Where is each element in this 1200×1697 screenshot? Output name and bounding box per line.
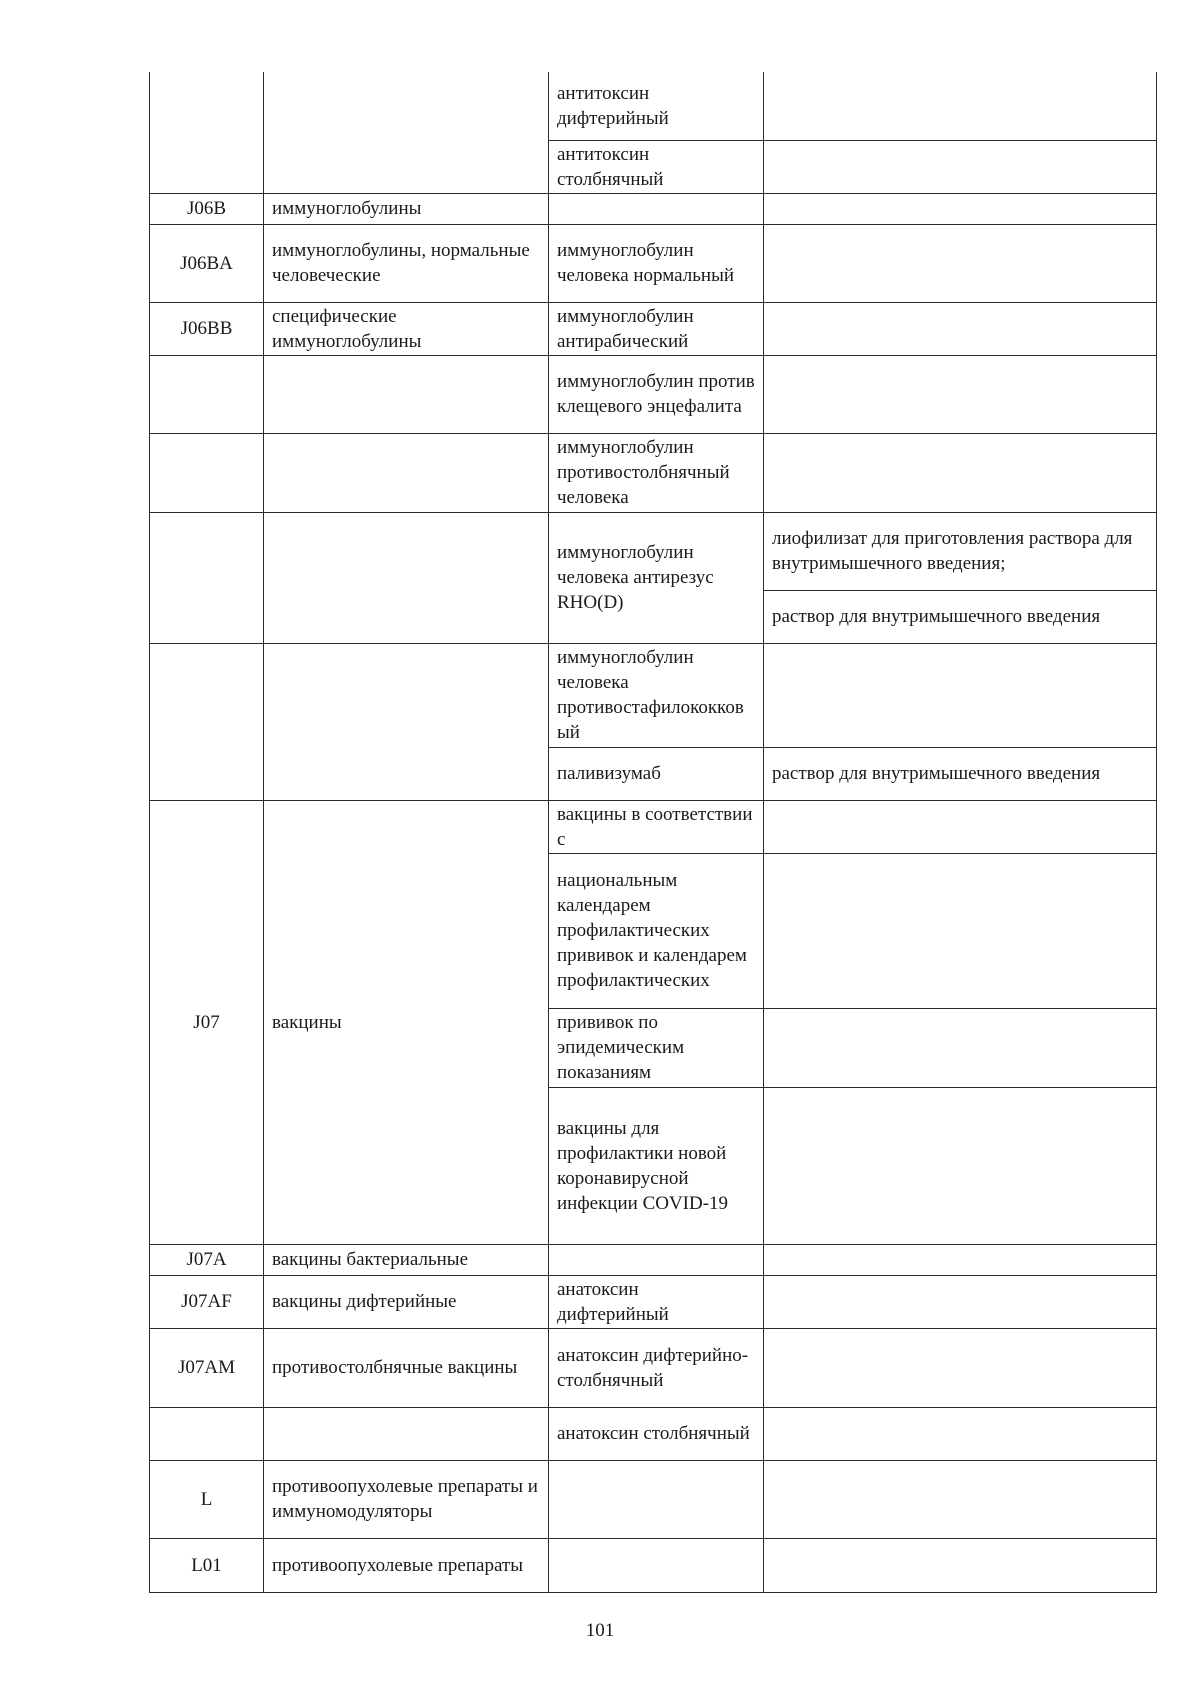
drug-name-cell: иммуноглобулин антирабический bbox=[549, 302, 764, 355]
drug-name-cell: антитоксин столбнячный bbox=[549, 140, 764, 193]
drug-name-cell: прививок по эпидемическим показаниям bbox=[549, 1008, 764, 1087]
dosage-form-cell bbox=[764, 1407, 1157, 1460]
dosage-form-cell bbox=[764, 1008, 1157, 1087]
table-row bbox=[150, 193, 1157, 224]
group-name-cell: вакцины бактериальные bbox=[264, 1244, 549, 1275]
atc-code-cell: J07AF bbox=[150, 1275, 264, 1328]
group-name-cell: вакцины дифтерийные bbox=[264, 1275, 549, 1328]
drug-name-cell: иммуноглобулин противостолбнячный человека bbox=[549, 433, 764, 512]
table-row bbox=[150, 800, 1157, 853]
dosage-form-cell bbox=[764, 1538, 1157, 1592]
dosage-form-cell: лиофилизат для приготовления раствора для внутримышечного введения; bbox=[764, 512, 1157, 590]
drug-name-cell: иммуноглобулин человека противостафилококковый bbox=[549, 643, 764, 747]
table-row bbox=[150, 224, 1157, 302]
drug-name-cell: антитоксин дифтерийный bbox=[549, 72, 764, 140]
group-name-cell bbox=[264, 355, 549, 433]
group-name-cell bbox=[264, 512, 549, 643]
drug-name-cell bbox=[549, 1244, 764, 1275]
dosage-form-cell bbox=[764, 193, 1157, 224]
dosage-form-cell bbox=[764, 302, 1157, 355]
dosage-form-cell bbox=[764, 433, 1157, 512]
table-row bbox=[150, 72, 1157, 140]
group-name-cell: иммуноглобулины, нормальные человеческие bbox=[264, 224, 549, 302]
dosage-form-cell bbox=[764, 800, 1157, 853]
table-row bbox=[150, 1244, 1157, 1275]
dosage-form-cell bbox=[764, 140, 1157, 193]
drug-name-cell: вакцины в соответствии с bbox=[549, 800, 764, 853]
atc-code-cell: J06B bbox=[150, 193, 264, 224]
atc-code-cell: J06BA bbox=[150, 224, 264, 302]
drug-name-cell: иммуноглобулин человека нормальный bbox=[549, 224, 764, 302]
atc-code-cell bbox=[150, 1407, 264, 1460]
table-row bbox=[150, 1460, 1157, 1538]
group-name-cell bbox=[264, 433, 549, 512]
group-name-cell: вакцины bbox=[264, 800, 549, 1244]
atc-code-cell: J07 bbox=[150, 800, 264, 1244]
atc-code-cell bbox=[150, 512, 264, 643]
atc-code-cell bbox=[150, 643, 264, 800]
atc-code-cell: J07AM bbox=[150, 1328, 264, 1407]
group-name-cell: противоопухолевые препараты и иммуномодуляторы bbox=[264, 1460, 549, 1538]
table-row bbox=[150, 643, 1157, 747]
dosage-form-cell bbox=[764, 1087, 1157, 1244]
drug-name-cell: анатоксин дифтерийный bbox=[549, 1275, 764, 1328]
atc-code-cell: J06BB bbox=[150, 302, 264, 355]
atc-code-cell bbox=[150, 72, 264, 193]
table-row bbox=[150, 355, 1157, 433]
dosage-form-cell bbox=[764, 1275, 1157, 1328]
table-row bbox=[150, 433, 1157, 512]
drug-name-cell: вакцины для профилактики новой коронавирусной инфекции COVID-19 bbox=[549, 1087, 764, 1244]
drug-name-cell: анатоксин дифтерийно-столбнячный bbox=[549, 1328, 764, 1407]
group-name-cell bbox=[264, 643, 549, 800]
drug-name-cell: иммуноглобулин против клещевого энцефалита bbox=[549, 355, 764, 433]
atc-code-cell bbox=[150, 433, 264, 512]
group-name-cell bbox=[264, 72, 549, 193]
dosage-form-cell bbox=[764, 355, 1157, 433]
drug-name-cell bbox=[549, 1538, 764, 1592]
drug-name-cell: национальным календарем профилактических прививок и календарем профилактических bbox=[549, 853, 764, 1008]
dosage-form-cell bbox=[764, 72, 1157, 140]
table-row bbox=[150, 1407, 1157, 1460]
group-name-cell: противостолбнячные вакцины bbox=[264, 1328, 549, 1407]
dosage-form-cell: раствор для внутримышечного введения bbox=[764, 747, 1157, 800]
atc-code-cell: J07A bbox=[150, 1244, 264, 1275]
dosage-form-cell bbox=[764, 1244, 1157, 1275]
dosage-form-cell bbox=[764, 1460, 1157, 1538]
drug-name-cell: паливизумаб bbox=[549, 747, 764, 800]
dosage-form-cell bbox=[764, 224, 1157, 302]
drug-name-cell bbox=[549, 1460, 764, 1538]
drug-table bbox=[149, 72, 1157, 1593]
atc-code-cell: L bbox=[150, 1460, 264, 1538]
group-name-cell: специфические иммуноглобулины bbox=[264, 302, 549, 355]
drug-name-cell: анатоксин столбнячный bbox=[549, 1407, 764, 1460]
dosage-form-cell bbox=[764, 643, 1157, 747]
table-row bbox=[150, 302, 1157, 355]
table-row bbox=[150, 512, 1157, 590]
dosage-form-cell bbox=[764, 853, 1157, 1008]
group-name-cell: иммуноглобулины bbox=[264, 193, 549, 224]
table-row bbox=[150, 1275, 1157, 1328]
table-row bbox=[150, 1538, 1157, 1592]
drug-name-cell: иммуноглобулин человека антирезус RHO(D) bbox=[549, 512, 764, 643]
dosage-form-cell: раствор для внутримышечного введения bbox=[764, 590, 1157, 643]
drug-name-cell bbox=[549, 193, 764, 224]
group-name-cell bbox=[264, 1407, 549, 1460]
group-name-cell: противоопухолевые препараты bbox=[264, 1538, 549, 1592]
atc-code-cell: L01 bbox=[150, 1538, 264, 1592]
atc-code-cell bbox=[150, 355, 264, 433]
page-number: 101 bbox=[585, 1620, 615, 1641]
dosage-form-cell bbox=[764, 1328, 1157, 1407]
table-row bbox=[150, 1328, 1157, 1407]
